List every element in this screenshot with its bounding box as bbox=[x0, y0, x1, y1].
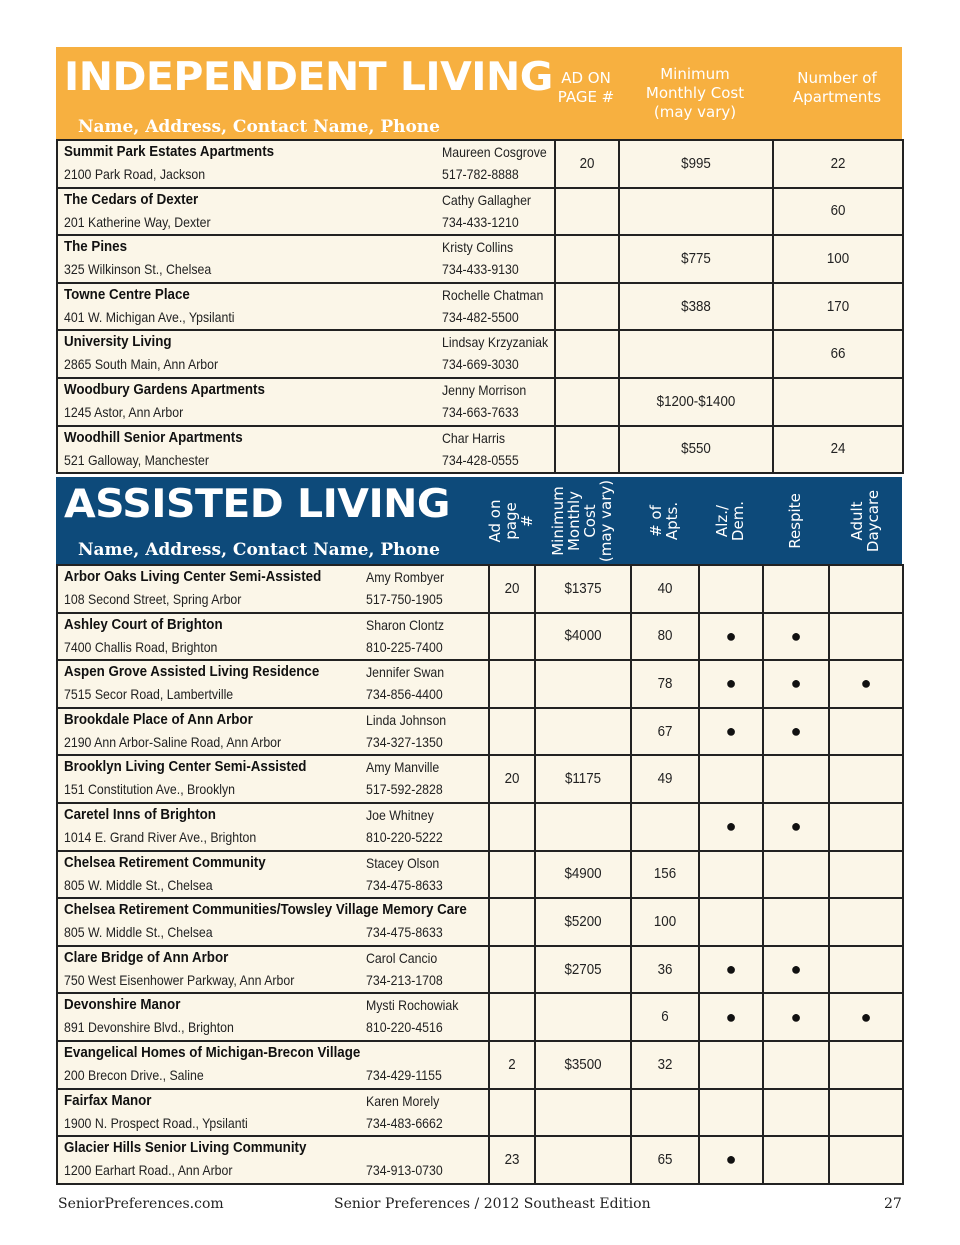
apartments-cell: 65 bbox=[634, 1136, 697, 1184]
facility-name: Aspen Grove Assisted Living Residence bbox=[64, 664, 320, 681]
min-cost-cell bbox=[539, 660, 627, 708]
contact-name: Jennifer Swan bbox=[366, 664, 445, 681]
listing-cell bbox=[57, 565, 489, 613]
al-col-alz-header: Alz./ Dem. bbox=[712, 500, 747, 542]
respite-cell: ● bbox=[763, 708, 829, 756]
ad-page-cell bbox=[558, 283, 617, 331]
ad-page-cell: 23 bbox=[491, 1136, 533, 1184]
contact-phone: 734-663-7633 bbox=[442, 403, 519, 420]
adult-daycare-cell: ● bbox=[829, 993, 903, 1041]
ad-page-cell: 20 bbox=[558, 140, 617, 188]
ad-page-cell bbox=[558, 235, 617, 283]
footer-publication: Senior Preferences / 2012 Southeast Edition bbox=[334, 1196, 651, 1212]
table-row bbox=[57, 1041, 903, 1089]
facility-address: 7400 Challis Road, Brighton bbox=[64, 638, 218, 655]
facility-address: 891 Devonshire Blvd., Brighton bbox=[64, 1019, 234, 1036]
facility-name: Summit Park Estates Apartments bbox=[64, 144, 275, 160]
listing-cell bbox=[57, 426, 555, 474]
contact-phone: 734-327-1350 bbox=[366, 733, 443, 750]
ad-page-cell bbox=[491, 708, 533, 756]
listing-cell bbox=[57, 188, 555, 236]
min-cost-cell: $4000 bbox=[539, 613, 627, 661]
alzheimers-dementia-cell bbox=[699, 1089, 763, 1137]
table-row bbox=[57, 283, 903, 331]
respite-cell: ● bbox=[763, 660, 829, 708]
alzheimers-dementia-cell: ● bbox=[699, 613, 763, 661]
min-cost-cell: $995 bbox=[625, 140, 767, 188]
min-cost-cell: $1375 bbox=[539, 565, 627, 613]
contact-phone: 810-220-5222 bbox=[366, 828, 443, 845]
facility-name: Woodbury Gardens Apartments bbox=[64, 381, 265, 398]
listing-cell bbox=[57, 993, 489, 1041]
contact-phone: 734-913-0730 bbox=[366, 1162, 443, 1179]
apartments-cell: 67 bbox=[634, 708, 697, 756]
alzheimers-dementia-cell bbox=[699, 898, 763, 946]
contact-phone: 734-475-8633 bbox=[366, 876, 443, 893]
facility-name: University Living bbox=[64, 334, 172, 351]
contact-name: Cathy Gallagher bbox=[442, 191, 532, 208]
listing-cell bbox=[57, 235, 555, 283]
facility-name: Devonshire Manor bbox=[64, 997, 181, 1014]
facility-name: The Pines bbox=[64, 239, 128, 256]
listing-cell bbox=[57, 140, 555, 188]
contact-phone: 734-429-1155 bbox=[366, 1066, 442, 1083]
apartments-cell: 100 bbox=[634, 898, 697, 946]
facility-address: 1014 E. Grand River Ave., Brighton bbox=[64, 828, 257, 845]
apartments-cell: 40 bbox=[634, 565, 697, 613]
min-cost-cell bbox=[539, 1136, 627, 1184]
contact-name: Kristy Collins bbox=[442, 239, 514, 256]
facility-name: Towne Centre Place bbox=[64, 286, 190, 303]
facility-name: Evangelical Homes of Michigan-Brecon Village bbox=[64, 1044, 361, 1061]
facility-address: 521 Galloway, Manchester bbox=[64, 451, 209, 468]
adult-daycare-cell bbox=[829, 946, 903, 994]
contact-phone: 734-483-6662 bbox=[366, 1114, 443, 1131]
adult-daycare-cell bbox=[829, 755, 903, 803]
contact-phone: 734-856-4400 bbox=[366, 686, 443, 703]
contact-name: Stacey Olson bbox=[366, 854, 440, 871]
contact-phone: 810-220-4516 bbox=[366, 1019, 443, 1036]
ad-page-cell bbox=[491, 803, 533, 851]
footer-page-number: 27 bbox=[884, 1196, 902, 1212]
ad-page-cell: 2 bbox=[491, 1041, 533, 1089]
respite-cell: ● bbox=[763, 803, 829, 851]
respite-cell bbox=[763, 851, 829, 899]
listing-cell bbox=[57, 803, 489, 851]
contact-name: Char Harris bbox=[442, 429, 505, 446]
adult-daycare-cell bbox=[829, 898, 903, 946]
facility-address: 201 Katherine Way, Dexter bbox=[64, 213, 211, 230]
apartments-cell: 156 bbox=[634, 851, 697, 899]
min-cost-cell: $4900 bbox=[539, 851, 627, 899]
min-cost-cell: $388 bbox=[625, 283, 767, 331]
table-row bbox=[57, 613, 903, 661]
respite-cell: ● bbox=[763, 993, 829, 1041]
assisted-living-header bbox=[56, 477, 902, 565]
contact-name: Amy Manville bbox=[366, 759, 440, 776]
assisted-living-title: ASSISTED LIVING bbox=[64, 482, 450, 527]
adult-daycare-cell bbox=[829, 613, 903, 661]
contact-name: Joe Whitney bbox=[366, 806, 434, 823]
apartments-cell: 170 bbox=[778, 283, 898, 331]
facility-address: 401 W. Michigan Ave., Ypsilanti bbox=[64, 308, 235, 325]
facility-name: The Cedars of Dexter bbox=[64, 191, 199, 208]
listing-cell bbox=[57, 946, 489, 994]
alzheimers-dementia-cell: ● bbox=[699, 1136, 763, 1184]
respite-cell: ● bbox=[763, 613, 829, 661]
facility-address: 750 West Eisenhower Parkway, Ann Arbor bbox=[64, 971, 295, 988]
apartments-cell: 100 bbox=[778, 235, 898, 283]
facility-address: 805 W. Middle St., Chelsea bbox=[64, 924, 213, 941]
al-col-apts-header: # of Apts. bbox=[647, 501, 681, 541]
table-row bbox=[57, 330, 903, 378]
contact-name: Maureen Cosgrove bbox=[442, 144, 547, 160]
footer-website: SeniorPreferences.com bbox=[58, 1196, 224, 1212]
min-cost-cell: $1200-$1400 bbox=[625, 378, 767, 426]
respite-cell: ● bbox=[763, 946, 829, 994]
table-row bbox=[57, 1089, 903, 1137]
assisted-living-table bbox=[56, 564, 904, 1185]
listing-cell bbox=[57, 378, 555, 426]
table-row bbox=[57, 235, 903, 283]
apartments-cell: 24 bbox=[778, 426, 898, 474]
independent-living-header bbox=[56, 47, 902, 140]
ad-page-cell bbox=[491, 660, 533, 708]
respite-cell bbox=[763, 1041, 829, 1089]
table-row bbox=[57, 1136, 903, 1184]
table-row bbox=[57, 755, 903, 803]
table-row bbox=[57, 851, 903, 899]
al-col-ad-header: Ad on page # bbox=[486, 499, 536, 543]
table-row bbox=[57, 898, 903, 946]
apartments-cell bbox=[634, 803, 697, 851]
apartments-cell: 22 bbox=[778, 140, 898, 188]
alzheimers-dementia-cell: ● bbox=[699, 946, 763, 994]
facility-name: Brookdale Place of Ann Arbor bbox=[64, 711, 253, 728]
ad-page-cell bbox=[558, 378, 617, 426]
assisted-living-subtitle: Name, Address, Contact Name, Phone bbox=[78, 540, 440, 560]
alzheimers-dementia-cell bbox=[699, 755, 763, 803]
table-row bbox=[57, 708, 903, 756]
independent-living-table bbox=[56, 139, 904, 474]
alzheimers-dementia-cell: ● bbox=[699, 993, 763, 1041]
ad-page-cell bbox=[491, 993, 533, 1041]
facility-address: 1900 N. Prospect Road., Ypsilanti bbox=[64, 1114, 248, 1131]
contact-name: Rochelle Chatman bbox=[442, 286, 544, 303]
min-cost-cell bbox=[539, 993, 627, 1041]
respite-cell bbox=[763, 898, 829, 946]
ad-page-cell: 20 bbox=[491, 565, 533, 613]
facility-name: Chelsea Retirement Communities/Towsley Village Memory Care bbox=[64, 902, 467, 919]
table-row bbox=[57, 188, 903, 236]
facility-address: 1245 Astor, Ann Arbor bbox=[64, 403, 184, 420]
al-col-daycare-header: Adult Daycare bbox=[848, 489, 882, 553]
facility-name: Glacier Hills Senior Living Community bbox=[64, 1140, 307, 1157]
listing-cell bbox=[57, 660, 489, 708]
contact-name: Amy Rombyer bbox=[366, 569, 445, 585]
facility-address: 108 Second Street, Spring Arbor bbox=[64, 591, 242, 607]
contact-name: Sharon Clontz bbox=[366, 616, 445, 633]
listing-cell bbox=[57, 1136, 489, 1184]
contact-name: Karen Morely bbox=[366, 1092, 440, 1109]
ad-page-cell bbox=[558, 330, 617, 378]
facility-name: Caretel Inns of Brighton bbox=[64, 806, 216, 823]
facility-name: Clare Bridge of Ann Arbor bbox=[64, 949, 229, 966]
table-row bbox=[57, 426, 903, 474]
listing-cell bbox=[57, 708, 489, 756]
table-row bbox=[57, 993, 903, 1041]
apartments-cell bbox=[634, 1089, 697, 1137]
min-cost-cell: $3500 bbox=[539, 1041, 627, 1089]
listing-cell bbox=[57, 851, 489, 899]
al-col-respite-header: Respite bbox=[786, 493, 804, 549]
listing-cell bbox=[57, 1041, 489, 1089]
alzheimers-dementia-cell bbox=[699, 851, 763, 899]
facility-address: 2100 Park Road, Jackson bbox=[64, 166, 206, 182]
facility-name: Woodhill Senior Apartments bbox=[64, 429, 243, 446]
min-cost-cell bbox=[625, 188, 767, 236]
contact-phone: 810-225-7400 bbox=[366, 638, 443, 655]
facility-address: 2190 Ann Arbor-Saline Road, Ann Arbor bbox=[64, 733, 282, 750]
apartments-cell: 80 bbox=[634, 613, 697, 661]
contact-phone: 734-669-3030 bbox=[442, 356, 519, 373]
adult-daycare-cell bbox=[829, 1136, 903, 1184]
adult-daycare-cell: ● bbox=[829, 660, 903, 708]
facility-address: 200 Brecon Drive., Saline bbox=[64, 1066, 204, 1083]
listing-cell bbox=[57, 755, 489, 803]
respite-cell bbox=[763, 755, 829, 803]
min-cost-cell bbox=[539, 708, 627, 756]
alzheimers-dementia-cell: ● bbox=[699, 803, 763, 851]
facility-name: Arbor Oaks Living Center Semi-Assisted bbox=[64, 569, 322, 585]
listing-cell bbox=[57, 283, 555, 331]
adult-daycare-cell bbox=[829, 1041, 903, 1089]
listing-cell bbox=[57, 898, 489, 946]
min-cost-cell: $5200 bbox=[539, 898, 627, 946]
contact-phone: 734-428-0555 bbox=[442, 451, 519, 468]
contact-phone: 734-433-9130 bbox=[442, 261, 519, 278]
alzheimers-dementia-cell bbox=[699, 565, 763, 613]
col-min-cost-header: Minimum Monthly Cost (may vary) bbox=[645, 65, 745, 121]
apartments-cell: 49 bbox=[634, 755, 697, 803]
contact-phone: 734-475-8633 bbox=[366, 924, 443, 941]
adult-daycare-cell bbox=[829, 565, 903, 613]
ad-page-cell bbox=[491, 613, 533, 661]
facility-address: 151 Constitution Ave., Brooklyn bbox=[64, 781, 235, 798]
al-col-cost-header: Minimum Monthly Cost (may vary) bbox=[548, 479, 615, 563]
table-row bbox=[57, 803, 903, 851]
facility-name: Chelsea Retirement Community bbox=[64, 854, 266, 871]
col-apartments-header: Number of Apartments bbox=[792, 68, 882, 106]
contact-name: Mysti Rochowiak bbox=[366, 997, 459, 1014]
facility-address: 7515 Secor Road, Lambertville bbox=[64, 686, 234, 703]
min-cost-cell: $550 bbox=[625, 426, 767, 474]
apartments-cell: 66 bbox=[778, 330, 898, 378]
listing-cell bbox=[57, 330, 555, 378]
respite-cell bbox=[763, 1089, 829, 1137]
ad-page-cell bbox=[558, 426, 617, 474]
contact-name: Linda Johnson bbox=[366, 711, 447, 728]
ad-page-cell: 20 bbox=[491, 755, 533, 803]
contact-name: Lindsay Krzyzaniak bbox=[442, 334, 549, 351]
contact-name: Carol Cancio bbox=[366, 949, 438, 966]
apartments-cell: 60 bbox=[778, 188, 898, 236]
alzheimers-dementia-cell: ● bbox=[699, 708, 763, 756]
min-cost-cell bbox=[625, 330, 767, 378]
listing-cell bbox=[57, 1089, 489, 1137]
table-row bbox=[57, 660, 903, 708]
min-cost-cell: $2705 bbox=[539, 946, 627, 994]
ad-page-cell bbox=[491, 946, 533, 994]
adult-daycare-cell bbox=[829, 803, 903, 851]
apartments-cell bbox=[778, 378, 898, 426]
facility-name: Fairfax Manor bbox=[64, 1092, 152, 1109]
table-row bbox=[57, 565, 903, 613]
apartments-cell: 32 bbox=[634, 1041, 697, 1089]
adult-daycare-cell bbox=[829, 708, 903, 756]
ad-page-cell bbox=[491, 1089, 533, 1137]
contact-name: Jenny Morrison bbox=[442, 381, 527, 398]
listing-cell bbox=[57, 613, 489, 661]
facility-name: Brooklyn Living Center Semi-Assisted bbox=[64, 759, 307, 776]
ad-page-cell bbox=[491, 898, 533, 946]
contact-phone: 517-782-8888 bbox=[442, 166, 519, 182]
min-cost-cell: $1175 bbox=[539, 755, 627, 803]
contact-phone: 734-433-1210 bbox=[442, 213, 519, 230]
ad-page-cell bbox=[558, 188, 617, 236]
independent-living-subtitle: Name, Address, Contact Name, Phone bbox=[78, 117, 440, 137]
respite-cell bbox=[763, 1136, 829, 1184]
facility-address: 325 Wilkinson St., Chelsea bbox=[64, 261, 212, 278]
min-cost-cell: $775 bbox=[625, 235, 767, 283]
alzheimers-dementia-cell: ● bbox=[699, 660, 763, 708]
facility-address: 1200 Earhart Road., Ann Arbor bbox=[64, 1162, 233, 1179]
table-row bbox=[57, 378, 903, 426]
facility-name: Ashley Court of Brighton bbox=[64, 616, 223, 633]
facility-address: 805 W. Middle St., Chelsea bbox=[64, 876, 213, 893]
facility-address: 2865 South Main, Ann Arbor bbox=[64, 356, 219, 373]
contact-phone: 734-482-5500 bbox=[442, 308, 519, 325]
apartments-cell: 36 bbox=[634, 946, 697, 994]
col-ad-page-header: AD ON PAGE # bbox=[557, 68, 615, 106]
contact-phone: 517-592-2828 bbox=[366, 781, 443, 798]
adult-daycare-cell bbox=[829, 1089, 903, 1137]
contact-phone: 517-750-1905 bbox=[366, 591, 443, 607]
alzheimers-dementia-cell bbox=[699, 1041, 763, 1089]
min-cost-cell bbox=[539, 803, 627, 851]
respite-cell bbox=[763, 565, 829, 613]
contact-phone: 734-213-1708 bbox=[366, 971, 443, 988]
min-cost-cell bbox=[539, 1089, 627, 1137]
table-row bbox=[57, 946, 903, 994]
adult-daycare-cell bbox=[829, 851, 903, 899]
independent-living-title: INDEPENDENT LIVING bbox=[64, 55, 553, 100]
table-row bbox=[57, 140, 903, 188]
apartments-cell: 6 bbox=[634, 993, 697, 1041]
ad-page-cell bbox=[491, 851, 533, 899]
apartments-cell: 78 bbox=[634, 660, 697, 708]
